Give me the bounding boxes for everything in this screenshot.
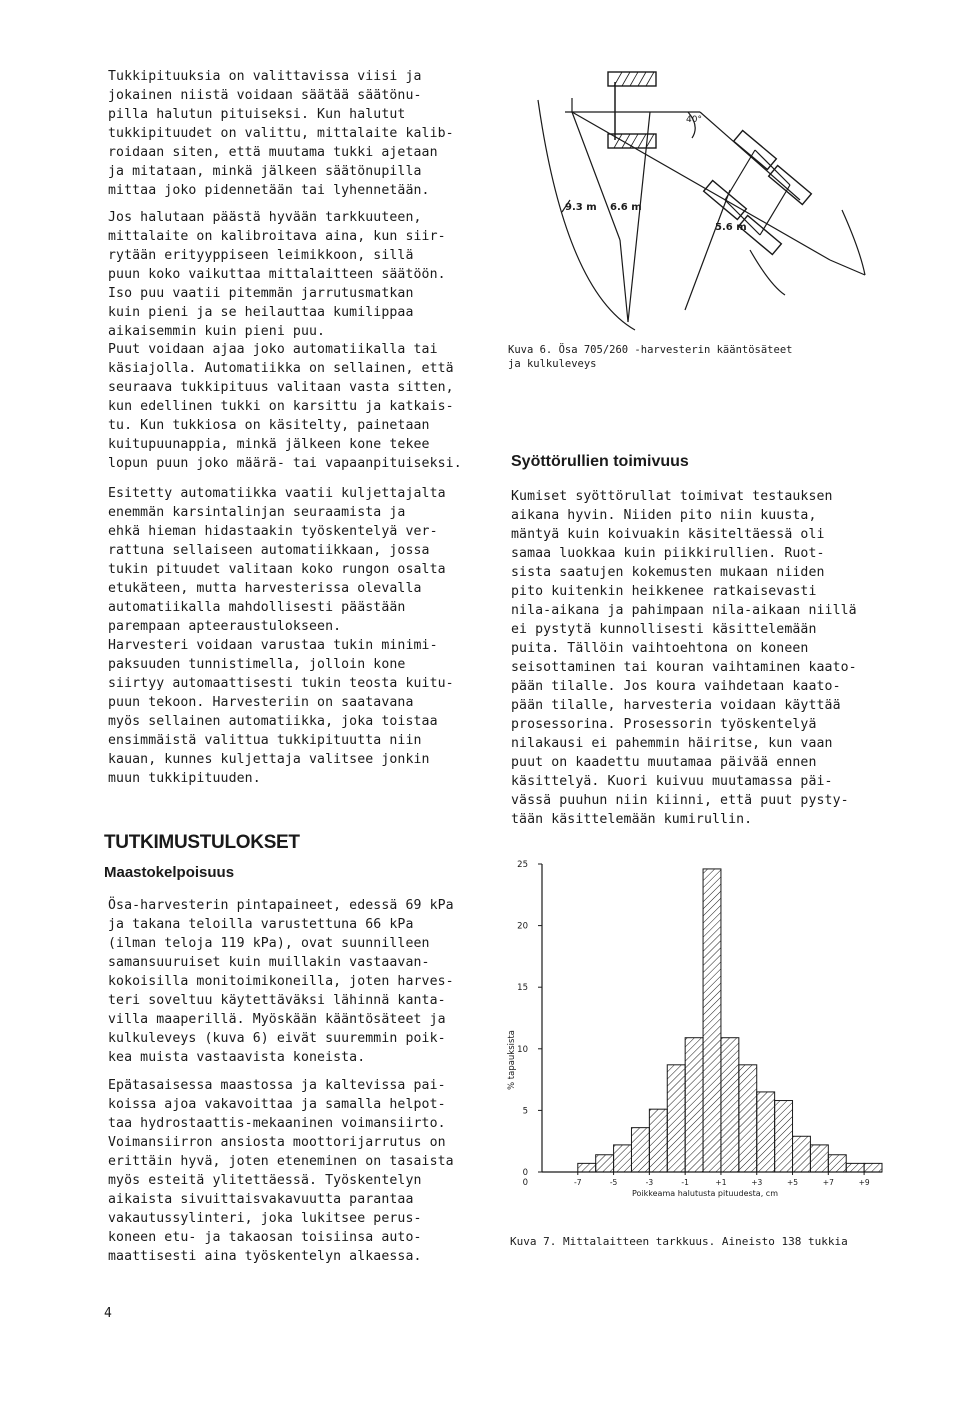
- y-tick-label: 25: [517, 860, 528, 870]
- x-tick-label: +1: [715, 1178, 727, 1187]
- paragraph-1: Tukkipituuksia on valittavissa viisi ja jokainen niistä voidaan säätää säätönu- pilla halutun pituiseksi. Kun halutut tukkipituudet on valittu, mittalaite kalib- roidaan siten, että muutama tukki ajetaan ja mitataan, minkä jälkeen säätönupilla mittaa joko pidennetään tai lyhennetään.: [108, 69, 454, 198]
- subsection-title: Maastokelpoisuus: [104, 864, 235, 881]
- histogram-bar: [685, 1038, 703, 1172]
- angle-label: 40°: [686, 115, 702, 125]
- page-number: 4: [104, 1306, 112, 1321]
- paragraph-5: Harvesteri voidaan varustaa tukin minimi- paksuuden tunnistimella, jolloin kone siirtyy automaattisesti tukin teosta kuitu- puun tekoon. Harvesteriin on saatavana myös sellainen automatiikka, joka toistaa ensimmäistä valittua tukkipituutta niin kauan, kunnes kuljettaja valitsee jonkin muun tukkipituuden.: [108, 638, 454, 786]
- histogram-bar: [578, 1163, 596, 1172]
- histogram-bar: [596, 1155, 614, 1172]
- inner-radius-arc: [750, 250, 785, 295]
- histogram-bar: [614, 1145, 632, 1172]
- x-tick-label: +3: [751, 1178, 763, 1187]
- section-title: TUTKIMUSTULOKSET: [104, 832, 300, 853]
- x-origin-label: 0: [522, 1178, 528, 1188]
- y-tick-label: 10: [517, 1044, 528, 1055]
- y-tick-label: 20: [517, 921, 528, 932]
- paragraph-3: Puut voidaan ajaa joko automatiikalla tai käsiajolla. Automatiikka on sellainen, että seuraava tukkipituus valitaan vasta sitten, kun edellinen tukki on karsittu ja katkais- tu. Kun tukkiosa on käsitelty, painetaan kuitupuunappia, minkä jälkeen kone tekee lopun puun joko määrä- tai vapaanpituiseksi.: [108, 342, 462, 471]
- y-tick-label: 0: [522, 1168, 528, 1178]
- radius-label-1: 9.3 m: [565, 202, 597, 213]
- radius-line-2: [628, 112, 650, 322]
- histogram-bar: [810, 1145, 828, 1172]
- radius-label-3: 5.6 m: [715, 222, 747, 233]
- histogram-bar: [631, 1128, 649, 1172]
- histogram-bar: [828, 1155, 846, 1172]
- histogram-bar: [846, 1163, 864, 1172]
- paragraph-4: Esitetty automatiikka vaatii kuljettajalta enemmän karsintalinjan seuraamista ja ehkä hieman hidastaakin työskentelyä ver- rattuna sellaiseen automatiikkaan, jossa tukin pituudet valitaan koko rungon osalta etukäteen, mutta harvesterissa olevalla automatiikalla mahdollisesti päästään parempaan apteeraustulokseen.: [108, 486, 446, 634]
- x-tick-label: -3: [645, 1178, 654, 1187]
- radius-line-1: [572, 112, 620, 240]
- histogram-bar: [721, 1038, 739, 1172]
- histogram-bar: [757, 1092, 775, 1172]
- x-axis-label: Poikkeama halutusta pituudesta, cm: [632, 1189, 778, 1198]
- y-axis-label: % tapauksista: [507, 1030, 517, 1090]
- figure6-caption: Kuva 6. Ösa 705/260 -harvesterin kääntösäteet ja kulkuleveys: [508, 344, 793, 370]
- x-tick-label: +5: [786, 1178, 799, 1187]
- x-tick-label: -7: [574, 1178, 582, 1187]
- paragraph-6: Ösa-harvesterin pintapaineet, edessä 69 kPa ja takana teloilla varustettuna 66 kPa (ilman teloja 119 kPa), ovat suunnilleen samansuuruiset kuin muillakin vastaavan- kokoisilla monitoimikoneilla, joten harves- teri soveltuu käytettäväksi lähinnä kanta- villa maaperillä. Myöskään kääntösäteet ja kulkuleveys (kuva 6) eivät suuremmin poik- kea muista vastaavista koneista.: [108, 898, 454, 1065]
- histogram-bar: [793, 1136, 811, 1172]
- histogram-bar: [703, 869, 721, 1172]
- histogram-bar: [667, 1065, 685, 1172]
- accuracy-histogram: [500, 850, 890, 1260]
- paragraph-7: Epätasaisessa maastossa ja kaltevissa pai- koissa ajoa vakavoittaa ja samalla helpot- taa hydrostaattis-mekaaninen voimansiirto. Voimansiirron ansiosta moottorijarrutus on erittäin hyvä, joten eteneminen on tasaista myös esteitä ylitettäessä. Työskentelyn aikaista sivuittaisvakavuutta parantaa vakautussylinteri, joka lukitsee perus- koneen etu- ja takaosan toisiinsa auto- maattisesti aina työskentelyn alkaessa.: [108, 1078, 454, 1264]
- figure7-caption: Kuva 7. Mittalaitteen tarkkuus. Aineisto 138 tukkia: [510, 1235, 848, 1248]
- right-section-title: Syöttörullien toimivuus: [511, 453, 689, 470]
- radius-label-2: 6.6 m: [610, 202, 642, 213]
- paragraph-right: Kumiset syöttörullat toimivat testauksen aikana hyvin. Niiden pito niin kuusta, mäntyä kuin koivuakin käsiteltäessä oli samaa luokkaa kuin piikkirullien. Ruot- sista saatujen kokemusten mukaan niiden pito kuitenkin heikkenee ratkaisevasti nila-aikana ja pahimpaan nila-aikaan niillä ei pystytä kunnollisesti käsittelemään puita. Tällöin vaihtoehtona on koneen seisottaminen tai kouran vaihtaminen kaato- pään tilalle. Jos koura vaihdetaan kaato- pään tilalle, harvesteria voidaan käyttää prosessorina. Prosessorin työskentelyä nilakausi ei pahemmin häiritse, kun vaan puut on kaadettu muutamaa päivää ennen käsittelyä. Kuori kuivuu muutamassa päi- vässä puuhun niin kiinni, että puut pysty- tään käsittelemään kumirullin.: [511, 489, 857, 827]
- x-tick-label: -5: [609, 1178, 618, 1187]
- y-tick-label: 15: [517, 983, 528, 994]
- turning-radius-figure: [510, 60, 880, 340]
- paragraph-2: Jos halutaan päästä hyvään tarkkuuteen, mittalaite on kalibroitava aina, kun siir- rytään erityyppiseen leimikkoon, sillä puun koko vaikuttaa mittalaitteen säätöön. Iso puu vaatii pitemmän jarrutusmatkan kuin pieni ja se heilauttaa kumilippaa aikaisemmin kuin pieni puu.: [108, 210, 446, 339]
- histogram-bar: [649, 1109, 667, 1172]
- x-tick-label: +7: [822, 1178, 834, 1187]
- x-tick-label: -1: [681, 1178, 689, 1187]
- histogram-bar: [864, 1163, 882, 1172]
- x-tick-label: +9: [858, 1178, 870, 1187]
- histogram-bar: [739, 1065, 757, 1172]
- y-tick-label: 5: [522, 1106, 528, 1117]
- histogram-bar: [775, 1101, 793, 1172]
